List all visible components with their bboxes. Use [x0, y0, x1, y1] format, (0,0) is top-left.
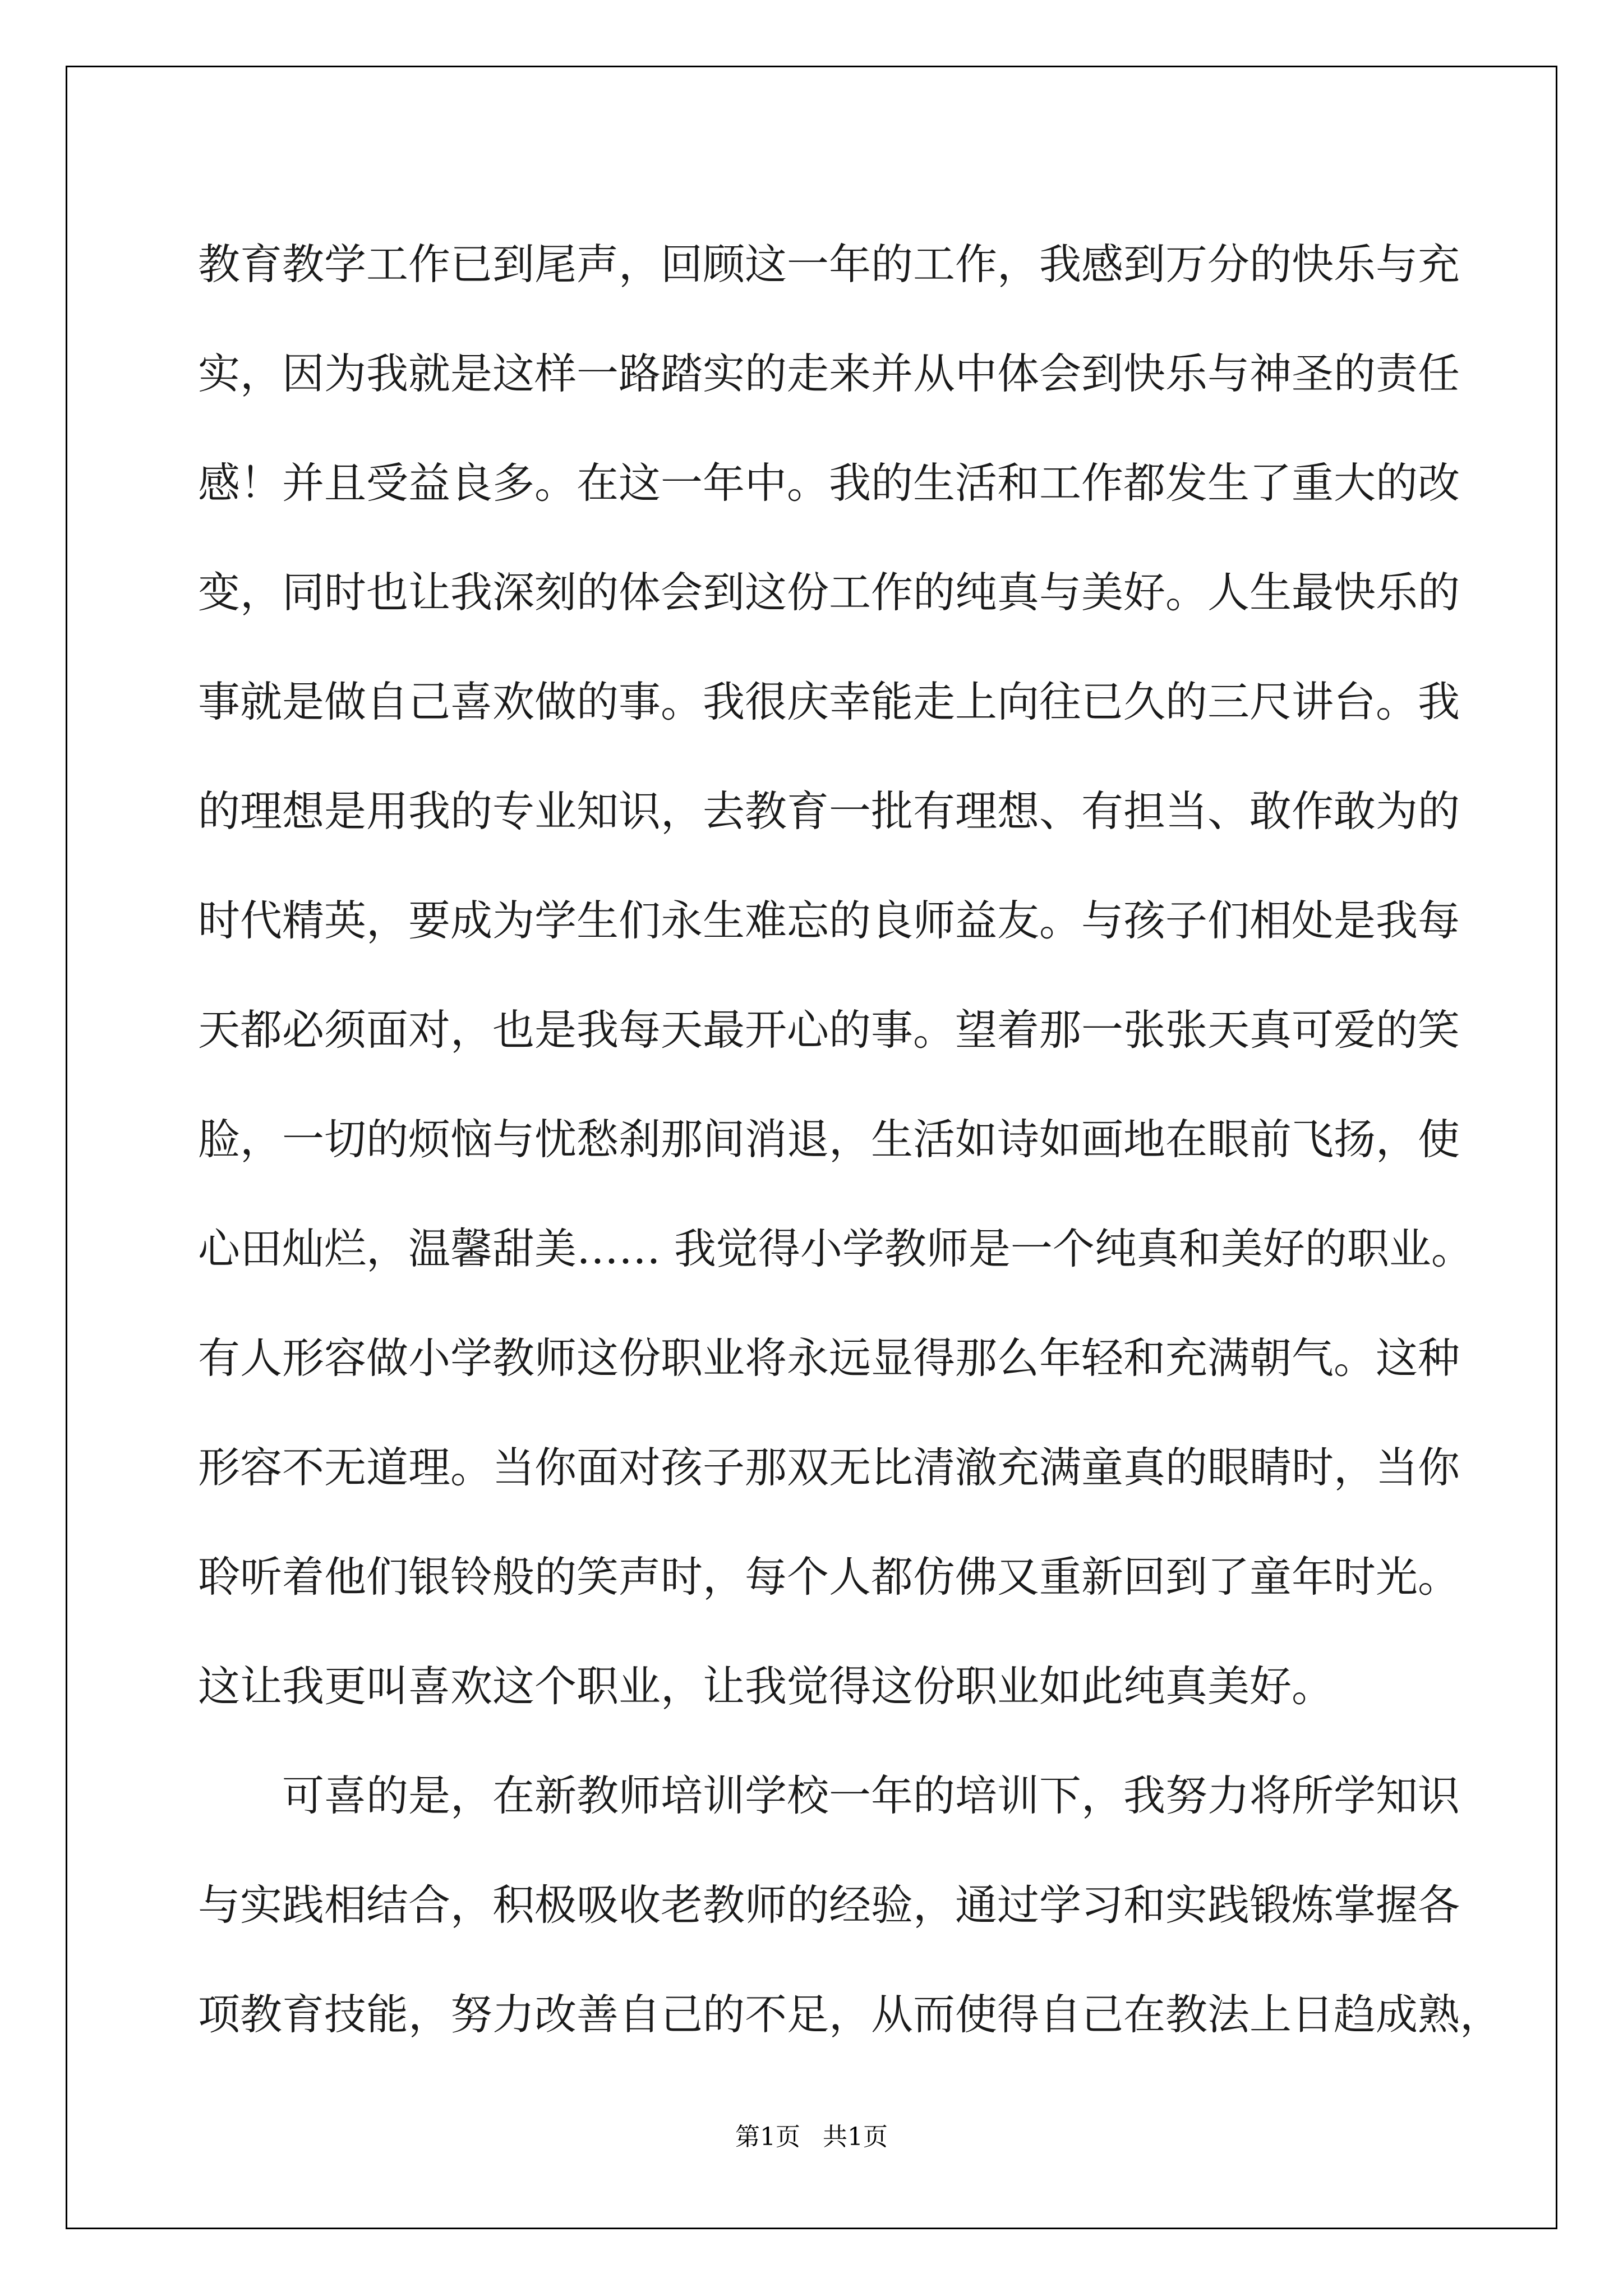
page-total: 共1页: [823, 2123, 888, 2151]
text-line-11: 有人形容做小学教师这份职业将永远显得那么年轻和充满朝气。这种: [198, 1333, 1460, 1383]
text-line-15: 可喜的是，在新教师培训学校一年的培训下，我努力将所学知识: [282, 1771, 1460, 1820]
text-line-9: 脸，一切的烦恼与忧愁刹那间消退，生活如诗如画地在眼前飞扬，使: [198, 1115, 1460, 1164]
page-number: 第1页: [735, 2123, 800, 2151]
text-line-13: 聆听着他们银铃般的笑声时，每个人都仿佛又重新回到了童年时光。: [198, 1552, 1460, 1602]
text-line-2: 实，因为我就是这样一路踏实的走来并从中体会到快乐与神圣的责任: [198, 349, 1460, 398]
text-line-16: 与实践相结合，积极吸收老教师的经验，通过学习和实践锻炼掌握各: [198, 1880, 1460, 1930]
page-footer: [0, 2120, 1623, 2154]
text-line-17: 项教育技能，努力改善自己的不足，从而使得自己在教法上日趋成熟，: [198, 1990, 1502, 2039]
text-line-7: 时代精英，要成为学生们永生难忘的良师益友。与孩子们相处是我每: [198, 896, 1460, 945]
text-line-1: 教育教学工作已到尾声，回顾这一年的工作，我感到万分的快乐与充: [198, 240, 1460, 289]
text-line-10: 心田灿烂，温馨甜美…… 我觉得小学教师是一个纯真和美好的职业。: [198, 1224, 1473, 1273]
text-line-4: 变，同时也让我深刻的体会到这份工作的纯真与美好。人生最快乐的: [198, 568, 1460, 617]
text-line-12: 形容不无道理。当你面对孩子那双无比清澈充满童真的眼睛时，当你: [198, 1443, 1460, 1492]
text-line-3: 感！并且受益良多。在这一年中。我的生活和工作都发生了重大的改: [198, 458, 1460, 508]
text-line-6: 的理想是用我的专业知识，去教育一批有理想、有担当、敢作敢为的: [198, 786, 1460, 836]
text-line-8: 天都必须面对，也是我每天最开心的事。望着那一张张天真可爱的笑: [198, 1005, 1460, 1055]
text-line-5: 事就是做自己喜欢做的事。我很庆幸能走上向往已久的三尺讲台。我: [198, 677, 1460, 726]
document-body: [198, 210, 1502, 2069]
text-line-14: 这让我更叫喜欢这个职业，让我觉得这份职业如此纯真美好。: [198, 1662, 1334, 1711]
